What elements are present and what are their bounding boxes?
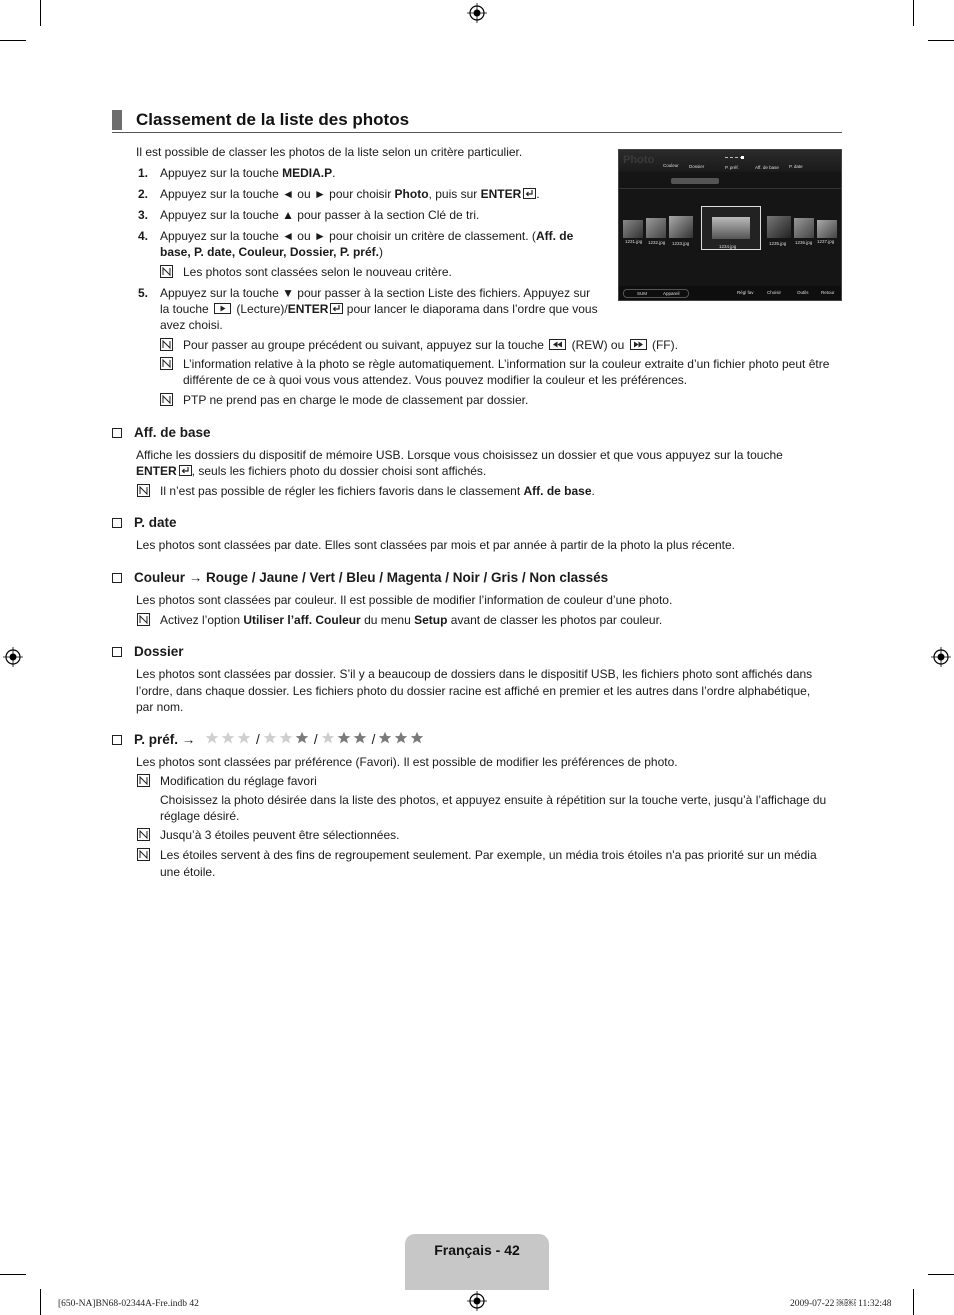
tv-filename: 1232.jpg [648, 240, 666, 245]
tv-dot [741, 156, 744, 159]
page-number: Français - 42 [434, 1242, 520, 1258]
checkbox-bullet-icon [112, 735, 122, 745]
tv-sort-key: Dossier [689, 164, 705, 169]
registration-mark-icon [3, 647, 23, 667]
note-icon [137, 774, 150, 787]
tv-thumbnail [669, 216, 693, 238]
star-icon [238, 732, 251, 744]
star-icon [411, 732, 424, 744]
tv-legend-item: Choisir [767, 290, 782, 295]
note-icon [137, 613, 150, 626]
note-text: différente de ce à quoi vous vous attendez. Vous pouvez modifier la couleur et les préférences. [183, 373, 688, 387]
crop-mark [928, 1274, 954, 1275]
enter-icon [330, 303, 343, 314]
tv-device-label: Appareil [663, 291, 680, 296]
star-rating-options [205, 732, 426, 747]
star-icon [206, 732, 219, 744]
star-icon [264, 732, 277, 744]
tv-sort-key: Couleur [663, 163, 679, 168]
note-text: Modification du réglage favori [160, 774, 317, 788]
registration-mark-icon [931, 647, 951, 667]
registration-mark-icon [467, 1291, 487, 1311]
note-text: L’information relative à la photo se règle automatiquement. L’information sur la couleur extraite d’un fichier photo peut être [183, 357, 830, 371]
checkbox-bullet-icon [112, 428, 122, 438]
ff-key-icon [630, 339, 647, 350]
note-icon [160, 265, 173, 278]
star-icon [337, 732, 350, 744]
section-text: Les photos sont classées par préférence (Favori). Il est possible de modifier les préférences de photo. [136, 755, 678, 769]
note-text: PTP ne prend pas en charge le mode de classement par dossier. [183, 393, 529, 407]
star-icon [321, 732, 334, 744]
note-icon [137, 484, 150, 497]
page-title: Classement de la liste des photos [136, 110, 410, 129]
crop-mark [40, 1289, 41, 1315]
step-1: Appuyez sur la touche MEDIA.P. [160, 166, 336, 180]
section-heading: P. préf. → / / / [112, 731, 426, 749]
tv-photo [712, 217, 750, 239]
star-icon [379, 732, 392, 744]
section-heading: P. date [112, 514, 177, 532]
tv-filename: 1236.jpg [795, 240, 813, 245]
step-4-line-1: Appuyez sur la touche ◄ ou ► pour choisir un critère de classement. (Aff. de [160, 229, 574, 243]
step-5-line-1: Appuyez sur la touche ▼ pour passer à la section Liste des fichiers. Appuyez sur [160, 286, 591, 300]
tv-thumbnail [817, 220, 837, 238]
note-text: Les étoiles servent à des fins de regroupement seulement. Par exemple, un média trois étoiles n'a pas priorité sur un média [160, 848, 817, 862]
tv-sort-key: P. préf. [725, 165, 739, 170]
step-number: 5. [138, 286, 149, 300]
section-text: par nom. [136, 700, 184, 714]
tv-legend-item: Retour [821, 290, 835, 295]
enter-icon [523, 188, 536, 199]
star-group-1 [263, 731, 311, 745]
tv-thumbnail [767, 216, 791, 238]
section-text: Les photos sont classées par couleur. Il est possible de modifier l’information de couleur d’une photo. [136, 593, 673, 607]
crop-mark [0, 40, 26, 41]
star-separator: / [256, 732, 260, 747]
enter-icon [179, 465, 192, 476]
checkbox-bullet-icon [112, 573, 122, 583]
note-text: une étoile. [160, 865, 216, 879]
tv-header-title: Photo [623, 154, 655, 166]
step-number: 3. [138, 208, 149, 222]
note-text: Jusqu’à 3 étoiles peuvent être sélectionnées. [160, 828, 400, 842]
section-title-bar [112, 108, 842, 133]
star-group-0 [205, 731, 253, 745]
step-5-line-3: avez choisi. [160, 318, 223, 332]
section-heading: Aff. de base [112, 424, 211, 442]
star-icon [353, 732, 366, 744]
tv-filename: 1231.jpg [625, 239, 643, 244]
star-icon [296, 732, 309, 744]
tv-filename: 1234.jpg [719, 244, 737, 249]
tv-thumbnail [646, 218, 666, 238]
crop-mark [928, 40, 954, 41]
note-text: Choisissez la photo désirée dans la liste des photos, et appuyez ensuite à répétition sur la touche verte, jusqu’à l’affichage du [160, 793, 827, 807]
note-icon [160, 338, 173, 351]
note-text: Il n’est pas possible de régler les fichiers favoris dans le classement Aff. de base. [160, 484, 595, 498]
note-icon [160, 393, 173, 406]
star-icon [395, 732, 408, 744]
checkbox-bullet-icon [112, 518, 122, 528]
tv-filename: 1237.jpg [817, 239, 835, 244]
registration-mark-icon [467, 3, 487, 23]
step-5-line-2: la touche (Lecture)/ENTER pour lancer le diaporama dans l’ordre que vous [160, 302, 598, 316]
tv-divider [619, 188, 842, 189]
tv-screenshot [618, 149, 842, 301]
section-heading: Dossier [112, 643, 184, 661]
step-number: 4. [138, 229, 149, 243]
step-number: 2. [138, 187, 149, 201]
section-text: Affiche les dossiers du dispositif de mémoire USB. Lorsque vous choisissez un dossier et que vous appuyez sur la touche [136, 448, 783, 462]
star-group-3 [378, 731, 426, 745]
star-separator: / [313, 732, 318, 747]
rew-key-icon [549, 339, 566, 350]
star-separator: / [371, 732, 376, 747]
print-slug-left: [650-NA]BN68-02344A-Fre.indb 42 [58, 1299, 199, 1309]
section-heading: Couleur → Rouge / Jaune / Vert / Bleu / Magenta / Noir / Gris / Non classés [112, 569, 608, 587]
checkbox-bullet-icon [112, 647, 122, 657]
tv-filename: 1235.jpg [769, 241, 787, 246]
tv-thumbnail [623, 220, 643, 238]
step-4-line-2: base, P. date, Couleur, Dossier, P. préf.) [160, 245, 383, 259]
note-icon [137, 848, 150, 861]
page-footer-tab [405, 1234, 549, 1290]
note-text: Les photos sont classées selon le nouveau critère. [183, 265, 452, 279]
tv-thumbnail [794, 218, 814, 238]
tv-legend-item: Outils [797, 290, 809, 295]
section-text: Les photos sont classées par date. Elles sont classées par mois et par année à partir de la photo la plus récente. [136, 538, 736, 552]
tv-sort-key: Aff. de base [755, 165, 779, 170]
star-icon [280, 732, 293, 744]
tv-filename: 1233.jpg [672, 241, 690, 246]
note-icon [160, 357, 173, 370]
note-text: Activez l’option Utiliser l’aff. Couleur du menu Setup avant de classer les photos par couleur. [160, 613, 663, 627]
title-marker [112, 110, 122, 130]
tv-sort-key: P. date [789, 164, 803, 169]
note-text: réglage désiré. [160, 809, 240, 823]
play-key-icon [214, 303, 231, 314]
star-icon [222, 732, 235, 744]
tv-device-name: SUM [637, 291, 647, 296]
section-text: ENTER , seuls les fichiers photo du dossier choisi sont affichés. [136, 464, 487, 478]
tv-legend-item: Régl fav [737, 290, 754, 295]
step-3: Appuyez sur la touche ▲ pour passer à la section Clé de tri. [160, 208, 480, 222]
section-text: l’ordre, dans chaque dossier. Les fichiers photo du dossier racine est affiché en premier et les autres dans l’ordre alphabétique, [136, 684, 811, 698]
tv-sort-selector [671, 178, 719, 184]
print-slug-right: 2009-07-22 ￼￼ 11:32:48 [790, 1299, 892, 1309]
intro-text: Il est possible de classer les photos de la liste selon un critère particulier. [136, 145, 523, 159]
crop-mark [0, 1274, 26, 1275]
star-group-2 [321, 731, 369, 745]
crop-mark [913, 0, 914, 26]
note-icon [137, 828, 150, 841]
section-text: Les photos sont classées par dossier. S’il y a beaucoup de dossiers dans le dispositif USB, les fichiers photo sont affichés dans [136, 667, 813, 681]
crop-mark [913, 1289, 914, 1315]
note-text: Pour passer au groupe précédent ou suivant, appuyez sur la touche (REW) ou (FF). [183, 338, 678, 352]
step-number: 1. [138, 166, 149, 180]
crop-mark [40, 0, 41, 26]
step-2: Appuyez sur la touche ◄ ou ► pour choisir Photo, puis sur ENTER . [160, 187, 540, 201]
